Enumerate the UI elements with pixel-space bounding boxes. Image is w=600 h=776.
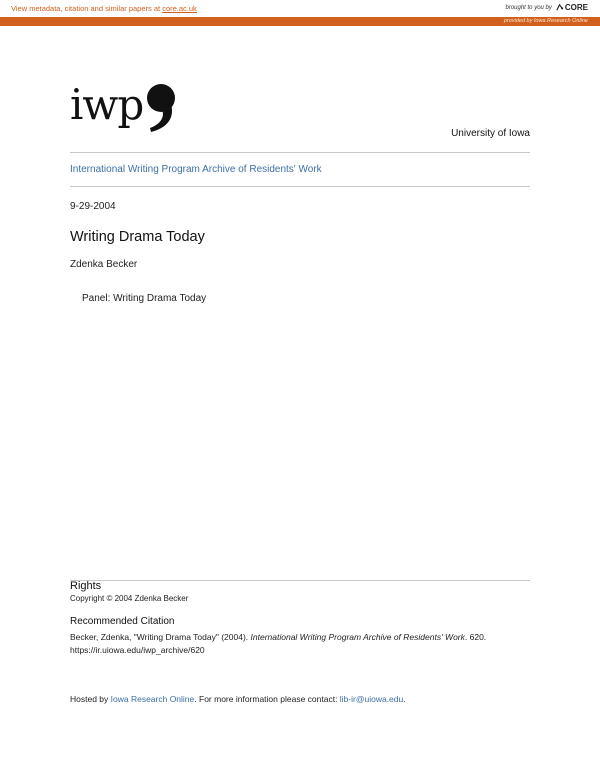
provided-by-text[interactable]: provided by Iowa Research Online xyxy=(503,18,588,24)
collection-link[interactable]: International Writing Program Archive of Residents' Work xyxy=(70,164,322,175)
hosted-suffix: . xyxy=(403,694,406,704)
brought-to-you-text: brought to you by xyxy=(505,4,552,11)
core-logo xyxy=(555,3,588,12)
rights-heading: Rights xyxy=(70,580,102,592)
publication-date: 9-29-2004 xyxy=(70,201,116,212)
contact-email-link[interactable]: lib-ir@uiowa.edu xyxy=(339,694,404,704)
rights-text: Copyright © 2004 Zdenka Becker xyxy=(70,594,189,603)
iwp-logo xyxy=(70,80,179,134)
iwp-logo-text: iwp xyxy=(70,80,144,129)
divider-rights xyxy=(70,580,530,581)
core-link-prefix: View metadata, citation and similar papers at xyxy=(11,4,163,13)
hosted-middle: . For more information please contact: xyxy=(194,694,340,704)
core-url-link[interactable]: core.ac.uk xyxy=(162,4,197,13)
core-metadata-link[interactable] xyxy=(11,4,197,13)
divider-middle xyxy=(70,186,530,187)
repository-link[interactable]: Iowa Research Online xyxy=(110,694,195,704)
core-logo-text: CORE xyxy=(564,3,588,12)
core-brought-by[interactable] xyxy=(506,3,589,12)
citation-journal: International Writing Program Archive of Residents' Work xyxy=(250,632,465,642)
core-logo-icon xyxy=(555,3,564,12)
hosted-prefix: Hosted by xyxy=(70,694,111,704)
author-name[interactable]: Zdenka Becker xyxy=(70,259,138,270)
citation-url[interactable]: https://ir.uiowa.edu/iwp_archive/620 xyxy=(70,645,205,655)
panel-description: Panel: Writing Drama Today xyxy=(82,293,207,304)
core-provided-bar xyxy=(0,17,600,26)
hosted-by-line xyxy=(70,694,406,704)
recommended-citation-heading: Recommended Citation xyxy=(70,616,175,627)
divider-top xyxy=(70,152,530,153)
core-banner xyxy=(0,0,600,17)
comma-logo-icon xyxy=(145,82,179,134)
citation-part2: . 620. xyxy=(464,632,487,642)
citation-text xyxy=(70,631,530,657)
document-title: Writing Drama Today xyxy=(70,229,205,245)
institution-name: University of Iowa xyxy=(451,128,530,139)
citation-part1: Becker, Zdenka, "Writing Drama Today" (2004). xyxy=(70,632,251,642)
